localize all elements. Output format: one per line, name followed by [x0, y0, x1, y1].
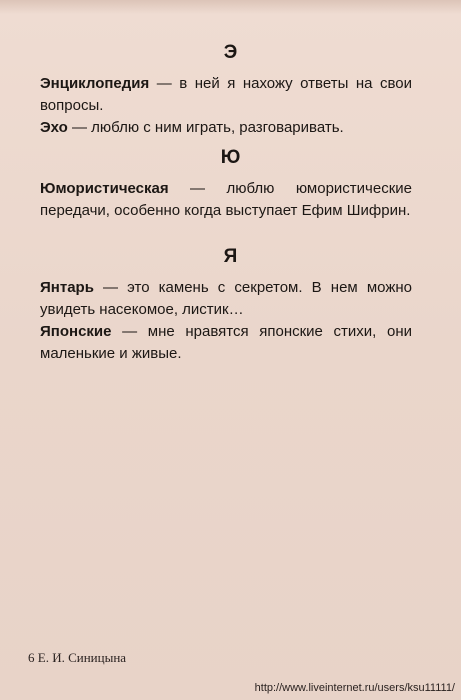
page-number: 6	[28, 650, 35, 665]
watermark-url: http://www.liveinternet.ru/users/ksu11111/	[254, 682, 455, 694]
entry-echo	[40, 117, 412, 139]
page-edge-shadow	[0, 0, 461, 14]
entry-encyclopedia	[40, 73, 412, 117]
section-letter-yu: Ю	[220, 147, 241, 168]
entry-text: — люблю юмористические передачи, особенно когда выступает Ефим Шифрин.	[40, 180, 412, 219]
entry-text: — в ней я нахожу ответы на свои вопросы.	[40, 75, 412, 114]
entry-text: — люблю с ним играть, разговаривать.	[67, 119, 344, 136]
entry-japanese	[40, 321, 412, 365]
entry-amber	[40, 277, 412, 321]
entry-text: — мне нравятся японские стихи, они маленькие и живые.	[40, 323, 412, 362]
entry-term: Янтарь	[40, 279, 94, 296]
entry-term: Юмористическая	[40, 180, 169, 197]
section-letter-e: Э	[223, 42, 238, 63]
footer-author: Е. И. Синицына	[37, 650, 127, 665]
entry-text: — это камень с секретом. В нем можно увидеть насекомое, листик…	[40, 279, 412, 318]
entry-term: Эхо	[40, 119, 68, 136]
page-footer	[28, 650, 126, 666]
entry-humorous	[40, 178, 412, 222]
entry-term: Японские	[40, 323, 112, 340]
entry-term: Энциклопедия	[40, 75, 150, 92]
section-letter-ya: Я	[223, 246, 238, 267]
